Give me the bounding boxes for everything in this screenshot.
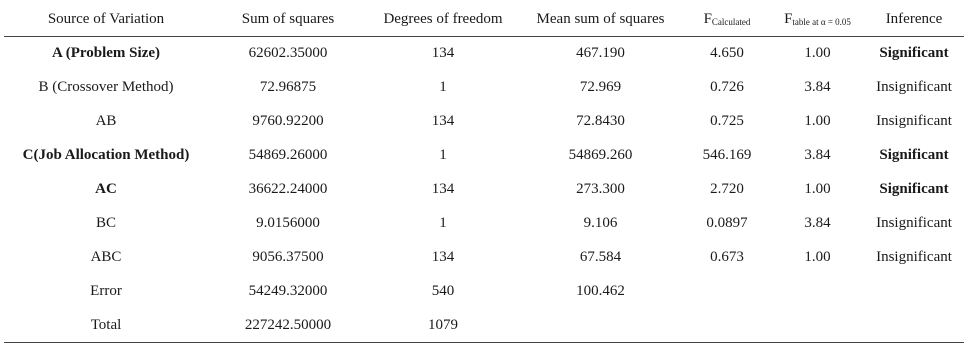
cell-f-calculated: 0.673 bbox=[710, 248, 744, 265]
cell-source: C(Job Allocation Method) bbox=[22, 147, 190, 164]
cell-inference: Significant bbox=[879, 147, 949, 164]
cell-f-table: 1.00 bbox=[804, 45, 831, 62]
cell-mean-sum-of-squares: 467.190 bbox=[576, 45, 625, 62]
header-row bbox=[4, 3, 964, 37]
cell-mean-sum-of-squares: 273.300 bbox=[576, 181, 625, 197]
cell-f-calculated: 0.726 bbox=[710, 79, 744, 96]
cell-source: AB bbox=[95, 113, 117, 130]
header-f-table bbox=[771, 3, 864, 37]
cell-f-calculated: 2.720 bbox=[710, 181, 744, 197]
cell-sum-of-squares: 9056.37500 bbox=[252, 248, 324, 265]
table-header bbox=[4, 3, 964, 37]
cell-degrees-of-freedom: 134 bbox=[431, 45, 455, 62]
cell-mean-sum-of-squares: 9.106 bbox=[583, 214, 618, 231]
cell-source: ABC bbox=[90, 248, 122, 265]
header-f-table-main: F bbox=[784, 11, 793, 27]
header-inference: Inference bbox=[885, 11, 943, 27]
cell-mean-sum-of-squares: 54869.260 bbox=[568, 147, 633, 164]
cell-inference: Significant bbox=[879, 181, 949, 197]
cell-f-table: 1.00 bbox=[804, 113, 831, 130]
cell-mean-sum-of-squares: 67.584 bbox=[579, 248, 622, 265]
cell-degrees-of-freedom: 134 bbox=[431, 181, 455, 197]
cell-source: Total bbox=[4, 308, 208, 342]
cell-f-calculated: 4.650 bbox=[710, 45, 744, 62]
cell-inference bbox=[864, 274, 964, 308]
cell-f-table: 3.84 bbox=[804, 214, 831, 231]
cell-inference: Insignificant bbox=[876, 248, 952, 265]
cell-f-calculated: 0.725 bbox=[710, 113, 744, 130]
cell-f-calculated bbox=[683, 308, 771, 342]
cell-source: B (Crossover Method) bbox=[38, 79, 174, 96]
cell-sum-of-squares: 72.96875 bbox=[259, 79, 317, 96]
table-row bbox=[4, 37, 964, 71]
cell-f-table: 1.00 bbox=[804, 181, 831, 197]
cell-f-calculated: 546.169 bbox=[702, 147, 752, 164]
cell-mean-sum-of-squares bbox=[518, 308, 683, 342]
cell-source: BC bbox=[95, 214, 116, 231]
cell-mean-sum-of-squares: 100.462 bbox=[576, 282, 625, 299]
cell-degrees-of-freedom: 134 bbox=[431, 248, 455, 265]
cell-source: AC bbox=[95, 181, 117, 197]
table-row bbox=[4, 240, 964, 274]
header-sum-of-squares: Sum of squares bbox=[241, 11, 335, 27]
header-f-table-sub: table at α = 0.05 bbox=[792, 17, 851, 27]
cell-inference: Insignificant bbox=[876, 113, 952, 130]
cell-degrees-of-freedom: 1 bbox=[439, 214, 447, 231]
cell-f-calculated bbox=[683, 274, 771, 308]
cell-f-table: 1.00 bbox=[804, 248, 831, 265]
table-body bbox=[4, 37, 964, 343]
anova-table bbox=[4, 3, 964, 343]
cell-degrees-of-freedom: 1 bbox=[439, 79, 447, 96]
cell-inference: Insignificant bbox=[876, 79, 952, 96]
cell-inference bbox=[864, 308, 964, 342]
header-source: Source of Variation bbox=[47, 11, 165, 27]
table-row bbox=[4, 308, 964, 342]
header-f-calculated bbox=[683, 3, 771, 37]
cell-mean-sum-of-squares: 72.8430 bbox=[576, 113, 625, 130]
cell-source: Error bbox=[90, 282, 122, 299]
cell-f-table: 3.84 bbox=[804, 79, 831, 96]
table-row bbox=[4, 139, 964, 173]
table-row bbox=[4, 274, 964, 308]
cell-source: A (Problem Size) bbox=[51, 45, 161, 62]
cell-sum-of-squares: 54869.26000 bbox=[248, 147, 328, 164]
cell-sum-of-squares: 54249.32000 bbox=[248, 282, 328, 299]
cell-f-table bbox=[771, 308, 864, 342]
header-f-calculated-main: F bbox=[703, 11, 712, 27]
header-mean-sum-of-squares: Mean sum of squares bbox=[536, 11, 665, 27]
table-row bbox=[4, 173, 964, 207]
cell-sum-of-squares: 9.0156000 bbox=[256, 214, 320, 231]
cell-f-table: 3.84 bbox=[804, 147, 831, 164]
table-row bbox=[4, 105, 964, 139]
cell-sum-of-squares: 9760.92200 bbox=[252, 113, 324, 130]
anova-table-container bbox=[4, 0, 964, 343]
cell-inference: Insignificant bbox=[876, 214, 952, 231]
cell-sum-of-squares: 36622.24000 bbox=[248, 181, 328, 197]
cell-inference: Significant bbox=[879, 45, 949, 62]
cell-f-table bbox=[771, 274, 864, 308]
cell-f-calculated: 0.0897 bbox=[706, 214, 748, 231]
header-f-calculated-sub: Calculated bbox=[711, 17, 751, 27]
cell-degrees-of-freedom: 1079 bbox=[368, 308, 518, 342]
table-row bbox=[4, 206, 964, 240]
cell-sum-of-squares: 62602.35000 bbox=[248, 45, 328, 62]
table-row bbox=[4, 71, 964, 105]
header-degrees-of-freedom: Degrees of freedom bbox=[383, 11, 503, 27]
cell-sum-of-squares: 227242.50000 bbox=[208, 308, 368, 342]
cell-degrees-of-freedom: 1 bbox=[439, 147, 447, 164]
cell-degrees-of-freedom: 540 bbox=[431, 282, 455, 299]
cell-mean-sum-of-squares: 72.969 bbox=[579, 79, 622, 96]
cell-degrees-of-freedom: 134 bbox=[431, 113, 455, 130]
